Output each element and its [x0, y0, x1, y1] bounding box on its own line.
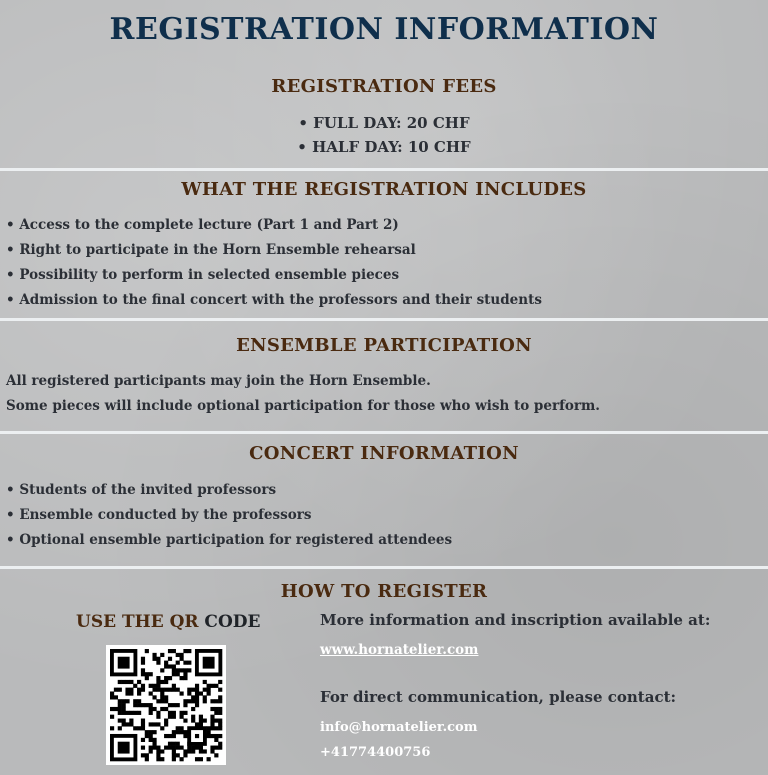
divider	[0, 168, 768, 171]
ensemble-heading: ENSEMBLE PARTICIPATION	[236, 335, 532, 356]
divider	[0, 566, 768, 569]
register-heading: HOW TO REGISTER	[280, 581, 488, 602]
ensemble-line: Some pieces will include optional participation for those who wish to perform.	[6, 398, 600, 414]
includes-heading: WHAT THE REGISTRATION INCLUDES	[181, 179, 587, 200]
more-info-label: More information and inscription available at:	[320, 611, 711, 629]
qr-label	[76, 612, 260, 632]
list-item: • Admission to the final concert with the professors and their students	[6, 292, 542, 308]
divider	[0, 431, 768, 434]
divider	[0, 318, 768, 321]
email-link[interactable]: info@hornatelier.com	[320, 720, 478, 735]
list-item: • Possibility to perform in selected ensemble pieces	[6, 267, 400, 283]
list-item: • Ensemble conducted by the professors	[6, 507, 312, 523]
includes-list	[6, 213, 542, 313]
qr-label-part: USE THE QR	[76, 612, 199, 632]
fee-half-day: • HALF DAY: 10 CHF	[297, 138, 471, 156]
qr-code[interactable]	[106, 645, 226, 765]
list-item: • Students of the invited professors	[6, 482, 277, 498]
fees-heading: REGISTRATION FEES	[271, 76, 497, 97]
list-item: • Access to the complete lecture (Part 1 and Part 2)	[6, 217, 399, 233]
ensemble-line: All registered participants may join the Horn Ensemble.	[6, 373, 431, 389]
contact-label: For direct communication, please contact:	[320, 688, 677, 706]
phone-number[interactable]: +41774400756	[320, 745, 431, 760]
list-item: • Optional ensemble participation for registered attendees	[6, 532, 453, 548]
website-link[interactable]: www.hornatelier.com	[320, 642, 479, 658]
page-title: REGISTRATION INFORMATION	[109, 12, 659, 47]
concert-heading: CONCERT INFORMATION	[249, 443, 519, 464]
qr-code-icon	[106, 645, 226, 765]
list-item: • Right to participate in the Horn Ensemble rehearsal	[6, 242, 416, 258]
qr-label-part: CODE	[198, 612, 261, 632]
concert-list	[6, 478, 452, 553]
fee-full-day: • FULL DAY: 20 CHF	[298, 114, 470, 132]
